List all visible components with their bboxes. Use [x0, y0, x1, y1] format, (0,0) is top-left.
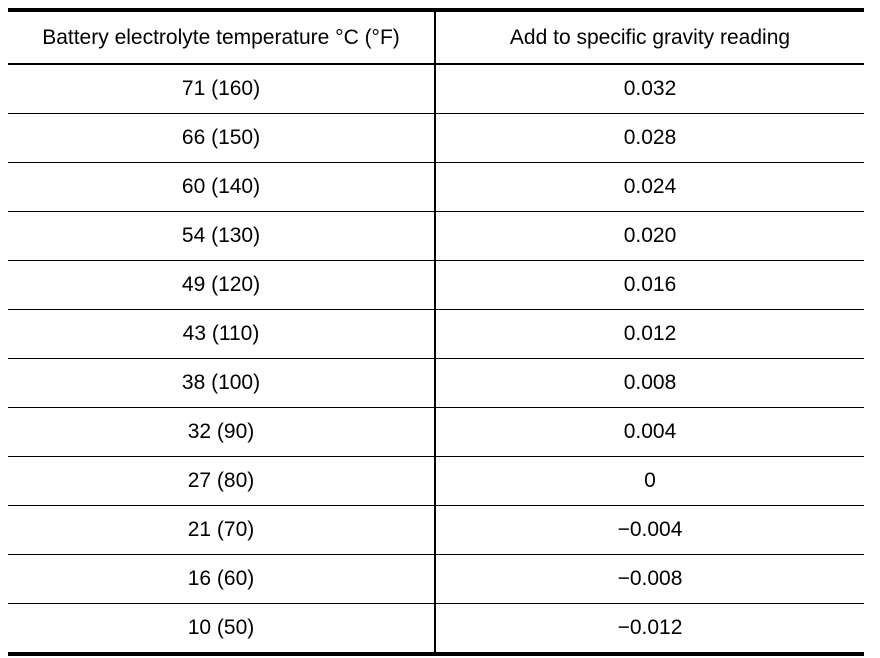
gravity-adjustment-cell: 0.016: [623, 273, 677, 296]
gravity-adjustment-cell: −0.008: [617, 567, 683, 590]
gravity-adjustment-cell: 0.028: [623, 126, 677, 149]
temperature-cell: 10 (50): [8, 604, 436, 652]
temperature-cell: 16 (60): [8, 555, 436, 603]
table-row: [8, 163, 864, 212]
gravity-adjustment-cell: 0.008: [623, 371, 677, 394]
table-row: [8, 506, 864, 555]
header-gravity-adjustment: Add to specific gravity reading: [509, 25, 791, 49]
temperature-cell: 66 (150): [8, 114, 436, 162]
gravity-adjustment-cell: 0.020: [623, 224, 677, 247]
gravity-adjustment-cell: 0.012: [623, 322, 677, 345]
table-row: [8, 408, 864, 457]
gravity-adjustment-cell: −0.012: [617, 616, 683, 639]
temperature-cell: 38 (100): [8, 359, 436, 407]
table-row: [8, 457, 864, 506]
correction-table: [8, 8, 864, 656]
temperature-cell: 32 (90): [8, 408, 436, 456]
gravity-adjustment-cell: 0: [644, 469, 656, 492]
table-row: [8, 604, 864, 652]
gravity-adjustment-cell: 0.004: [623, 420, 677, 443]
table-row: [8, 65, 864, 114]
temperature-cell: 21 (70): [8, 506, 436, 554]
temperature-cell: 49 (120): [8, 261, 436, 309]
table-row: [8, 212, 864, 261]
table-row: [8, 310, 864, 359]
table-header-row: [8, 12, 864, 65]
temperature-cell: 71 (160): [8, 65, 436, 113]
temperature-cell: 60 (140): [8, 163, 436, 211]
temperature-cell: 43 (110): [8, 310, 436, 358]
table-row: [8, 555, 864, 604]
table-row: [8, 261, 864, 310]
gravity-adjustment-cell: 0.032: [623, 77, 677, 100]
gravity-adjustment-cell: −0.004: [617, 518, 683, 541]
temperature-cell: 27 (80): [8, 457, 436, 505]
table-row: [8, 359, 864, 408]
temperature-cell: 54 (130): [8, 212, 436, 260]
table-row: [8, 114, 864, 163]
table-body: [8, 65, 864, 652]
header-temperature: Battery electrolyte temperature °C (°F): [8, 12, 436, 63]
gravity-adjustment-cell: 0.024: [623, 175, 677, 198]
